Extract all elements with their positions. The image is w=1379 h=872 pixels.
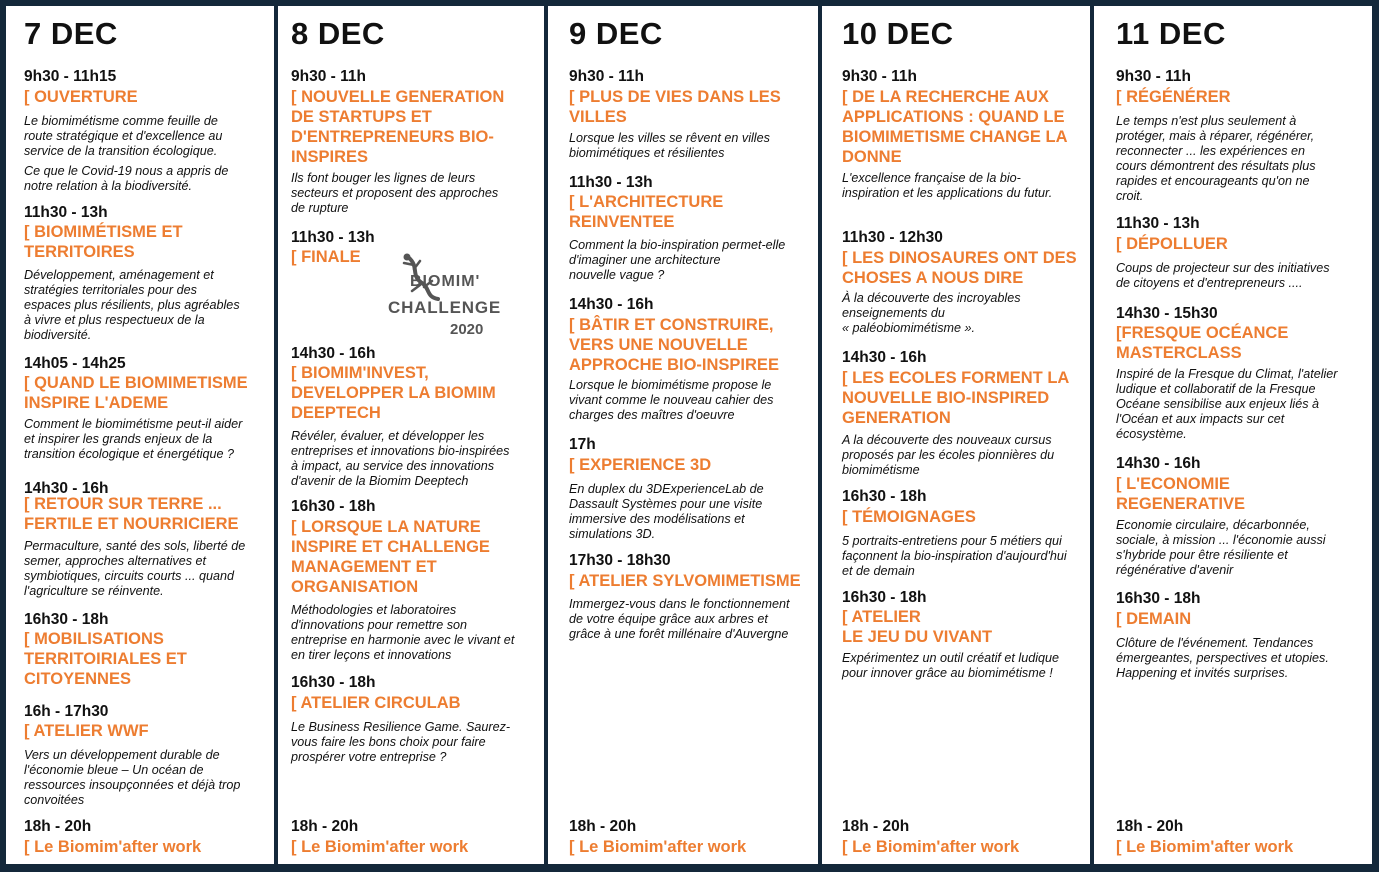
event-time: 18h - 20h	[842, 818, 910, 835]
biomim-challenge-logo	[380, 253, 510, 337]
event-time: 9h30 - 11h	[1116, 68, 1191, 85]
event-description: Lorsque le biomimétisme propose le vivant comme le nouveau cahier des charges des maîtres d'oeuvre	[569, 378, 774, 422]
event-description: Clôture de l'événement. Tendances émergeantes, perspectives et utopies. Happening et invités surprises.	[1116, 636, 1329, 680]
event-title[interactable]: [ L'ARCHITECTURE REINVENTEE	[569, 193, 724, 231]
event-description: Economie circulaire, décarbonnée, sociale, à mission ... l'économie aussi s'hybride pour être résiliente et régénérative d'avenir	[1116, 518, 1326, 577]
event-time: 9h30 - 11h15	[24, 68, 117, 85]
event-description: Le biomimétisme comme feuille de route stratégique et d'excellence au service de la transition écologique.	[24, 114, 223, 158]
event-time: 16h - 17h30	[24, 703, 109, 720]
event-time: 9h30 - 11h	[569, 68, 644, 85]
event-time: 14h30 - 16h	[291, 345, 376, 362]
event-title[interactable]: [ MOBILISATIONS TERRITOIRIALES ET CITOYENNES	[24, 630, 187, 688]
event-time: 11h30 - 13h	[1116, 215, 1200, 232]
day-column-9-dec	[548, 6, 818, 864]
event-description: Lorsque les villes se rêvent en villes biomimétiques et résilientes	[569, 131, 770, 160]
event-time: 14h30 - 16h	[24, 480, 109, 497]
event-time: 18h - 20h	[569, 818, 637, 835]
event-time: 18h - 20h	[1116, 818, 1184, 835]
logo-line-2: CHALLENGE	[388, 298, 501, 317]
day-heading: 7 DEC	[24, 16, 118, 51]
event-title[interactable]: [ TÉMOIGNAGES	[842, 508, 976, 526]
event-time: 11h30 - 12h30	[842, 229, 943, 246]
event-title[interactable]: [ ATELIER SYLVOMIMETISME	[569, 572, 801, 590]
event-title[interactable]: [FRESQUE OCÉANCE MASTERCLASS	[1116, 324, 1289, 362]
day-heading: 8 DEC	[291, 16, 385, 51]
event-title[interactable]: [ LES ECOLES FORMENT LA NOUVELLE BIO-INSPIRED GENERATION	[842, 369, 1070, 427]
event-description: 5 portraits-entretiens pour 5 métiers qui façonnent la bio-inspiration d'aujourd'hui et de demain	[842, 534, 1067, 578]
day-heading: 10 DEC	[842, 16, 954, 51]
event-time: 9h30 - 11h	[842, 68, 917, 85]
after-work-title[interactable]: [ Le Biomim'after work	[1116, 838, 1294, 856]
event-time: 14h30 - 16h	[842, 349, 927, 366]
event-title[interactable]: [ DÉPOLLUER	[1116, 235, 1228, 253]
event-time: 18h - 20h	[24, 818, 92, 835]
event-title[interactable]: [ LES DINOSAURES ONT DES CHOSES A NOUS DIRE	[842, 249, 1077, 287]
event-title[interactable]: [ ATELIER CIRCULAB	[291, 694, 461, 712]
after-work-title[interactable]: [ Le Biomim'after work	[24, 838, 202, 856]
logo-line-1: BIOMIM'	[410, 273, 481, 290]
event-title[interactable]: [ DEMAIN	[1116, 610, 1192, 628]
event-description: Le Business Resilience Game. Saurez- vous faire les bons choix pour faire prospérer votre entreprise ?	[291, 720, 511, 764]
after-work-title[interactable]: [ Le Biomim'after work	[842, 838, 1020, 856]
event-title[interactable]: [ ATELIER LE JEU DU VIVANT	[842, 608, 993, 646]
event-time: 14h05 - 14h25	[24, 355, 126, 372]
event-time: 16h30 - 18h	[291, 674, 376, 691]
event-title[interactable]: [ QUAND LE BIOMIMETISME INSPIRE L'ADEME	[24, 374, 248, 412]
day-heading: 11 DEC	[1116, 16, 1226, 51]
event-time: 11h30 - 13h	[24, 204, 108, 221]
event-description: Immergez-vous dans le fonctionnement de votre équipe grâce aux arbres et grâce à une forêt millénaire d'Auvergne	[569, 597, 790, 641]
after-work-title[interactable]: [ Le Biomim'after work	[569, 838, 747, 856]
event-description: À la découverte des incroyables enseignements du « paléobiomimétisme ».	[842, 291, 1021, 335]
day-heading: 9 DEC	[569, 16, 663, 51]
event-title[interactable]: [ L'ECONOMIE REGENERATIVE	[1116, 475, 1245, 513]
event-time: 18h - 20h	[291, 818, 359, 835]
event-description: Méthodologies et laboratoires d'innovations pour remettre son entreprise en harmonie avec le vivant et en tirer leçons et innovations	[291, 603, 515, 662]
event-title[interactable]: [ BÂTIR ET CONSTRUIRE, VERS UNE NOUVELLE APPROCHE BIO-INSPIREE	[569, 316, 779, 374]
event-title[interactable]: [ NOUVELLE GENERATION DE STARTUPS ET D'ENTREPRENEURS BIO- INSPIRES	[291, 88, 505, 166]
event-description: Ce que le Covid-19 nous a appris de notre relation à la biodiversité.	[24, 164, 229, 193]
event-title[interactable]: [ FINALE	[291, 248, 361, 266]
event-time: 16h30 - 18h	[24, 611, 109, 628]
day-column-11-dec	[1094, 6, 1372, 864]
event-description: Inspiré de la Fresque du Climat, l'atelier ludique et collaboratif de la Fresque Océane sensibilise aux enjeux liés à l'Océan et aux impacts sur cet écosystème.	[1116, 367, 1338, 441]
event-description: En duplex du 3DExperienceLab de Dassault Systèmes pour une visite immersive des modélisations et simulations 3D.	[569, 482, 764, 541]
event-description: Permaculture, santé des sols, liberté de semer, approches alternatives et symbiotiques, circuits courts ... quand l'agriculture se réinvente.	[24, 539, 246, 598]
event-title[interactable]: [ BIOMIM'INVEST, DEVELOPPER LA BIOMIM DEEPTECH	[291, 364, 496, 422]
event-time: 11h30 - 13h	[291, 229, 375, 246]
event-title[interactable]: [ DE LA RECHERCHE AUX APPLICATIONS : QUAND LE BIOMIMETISME CHANGE LA DONNE	[842, 88, 1068, 166]
event-description: Expérimentez un outil créatif et ludique pour innover grâce au biomimétisme !	[842, 651, 1060, 680]
event-time: 14h30 - 16h	[1116, 455, 1201, 472]
after-work-title[interactable]: [ Le Biomim'after work	[291, 838, 469, 856]
event-time: 16h30 - 18h	[842, 488, 927, 505]
event-title[interactable]: [ RÉGÉNÉRER	[1116, 88, 1231, 106]
event-description: Vers un développement durable de l'économie bleue – Un océan de ressources insoupçonnées et déjà trop convoitées	[24, 748, 241, 807]
event-time: 16h30 - 18h	[1116, 590, 1201, 607]
event-description: A la découverte des nouveaux cursus proposés par les écoles pionnières du biomimétisme	[842, 433, 1055, 477]
event-title[interactable]: [ PLUS DE VIES DANS LES VILLES	[569, 88, 781, 126]
event-description: Développement, aménagement et stratégies territoriales pour des espaces plus résilients, plus agréables à vivre et plus respectueux de la biodiversité.	[24, 268, 240, 342]
logo-line-3: 2020	[450, 321, 484, 337]
event-description: Ils font bouger les lignes de leurs secteurs et proposent des approches de rupture	[291, 171, 499, 215]
day-column-10-dec	[822, 6, 1090, 864]
event-time: 14h30 - 15h30	[1116, 305, 1218, 322]
event-time: 16h30 - 18h	[291, 498, 376, 515]
event-title[interactable]: [ LORSQUE LA NATURE INSPIRE ET CHALLENGE MANAGEMENT ET ORGANISATION	[291, 518, 490, 596]
event-title[interactable]: [ RETOUR SUR TERRE ... FERTILE ET NOURRICIERE	[24, 495, 239, 533]
event-description: L'excellence française de la bio- inspiration et les applications du futur.	[842, 171, 1053, 200]
event-time: 17h30 - 18h30	[569, 552, 671, 569]
event-description: Comment le biomimétisme peut-il aider et inspirer les grands enjeux de la transition écologique et énergétique ?	[24, 417, 243, 461]
event-description: Coups de projecteur sur des initiatives de citoyens et d'entrepreneurs ....	[1116, 261, 1330, 290]
day-column-7-dec	[6, 6, 274, 864]
event-title[interactable]: [ EXPERIENCE 3D	[569, 456, 712, 474]
event-description: Le temps n'est plus seulement à protéger, mais à réparer, régénérer, reconnecter ... les expériences en cours démontrent des résultats plus rapides et encourageants qu'on ne croit.	[1116, 114, 1316, 203]
day-column-8-dec	[278, 6, 544, 864]
event-description: Révéler, évaluer, et développer les entreprises et innovations bio-inspirées à impact, au service des innovations d'avenir de la Biomim Deeptech	[291, 429, 510, 488]
event-time: 16h30 - 18h	[842, 589, 927, 606]
event-time: 9h30 - 11h	[291, 68, 366, 85]
event-time: 11h30 - 13h	[569, 174, 653, 191]
event-title[interactable]: [ BIOMIMÉTISME ET TERRITOIRES	[24, 223, 183, 261]
event-description: Comment la bio-inspiration permet-elle d'imaginer une architecture nouvelle vague ?	[569, 238, 786, 282]
event-title[interactable]: [ ATELIER WWF	[24, 722, 149, 740]
event-time: 17h	[569, 436, 596, 453]
event-time: 14h30 - 16h	[569, 296, 654, 313]
event-title[interactable]: [ OUVERTURE	[24, 88, 138, 106]
